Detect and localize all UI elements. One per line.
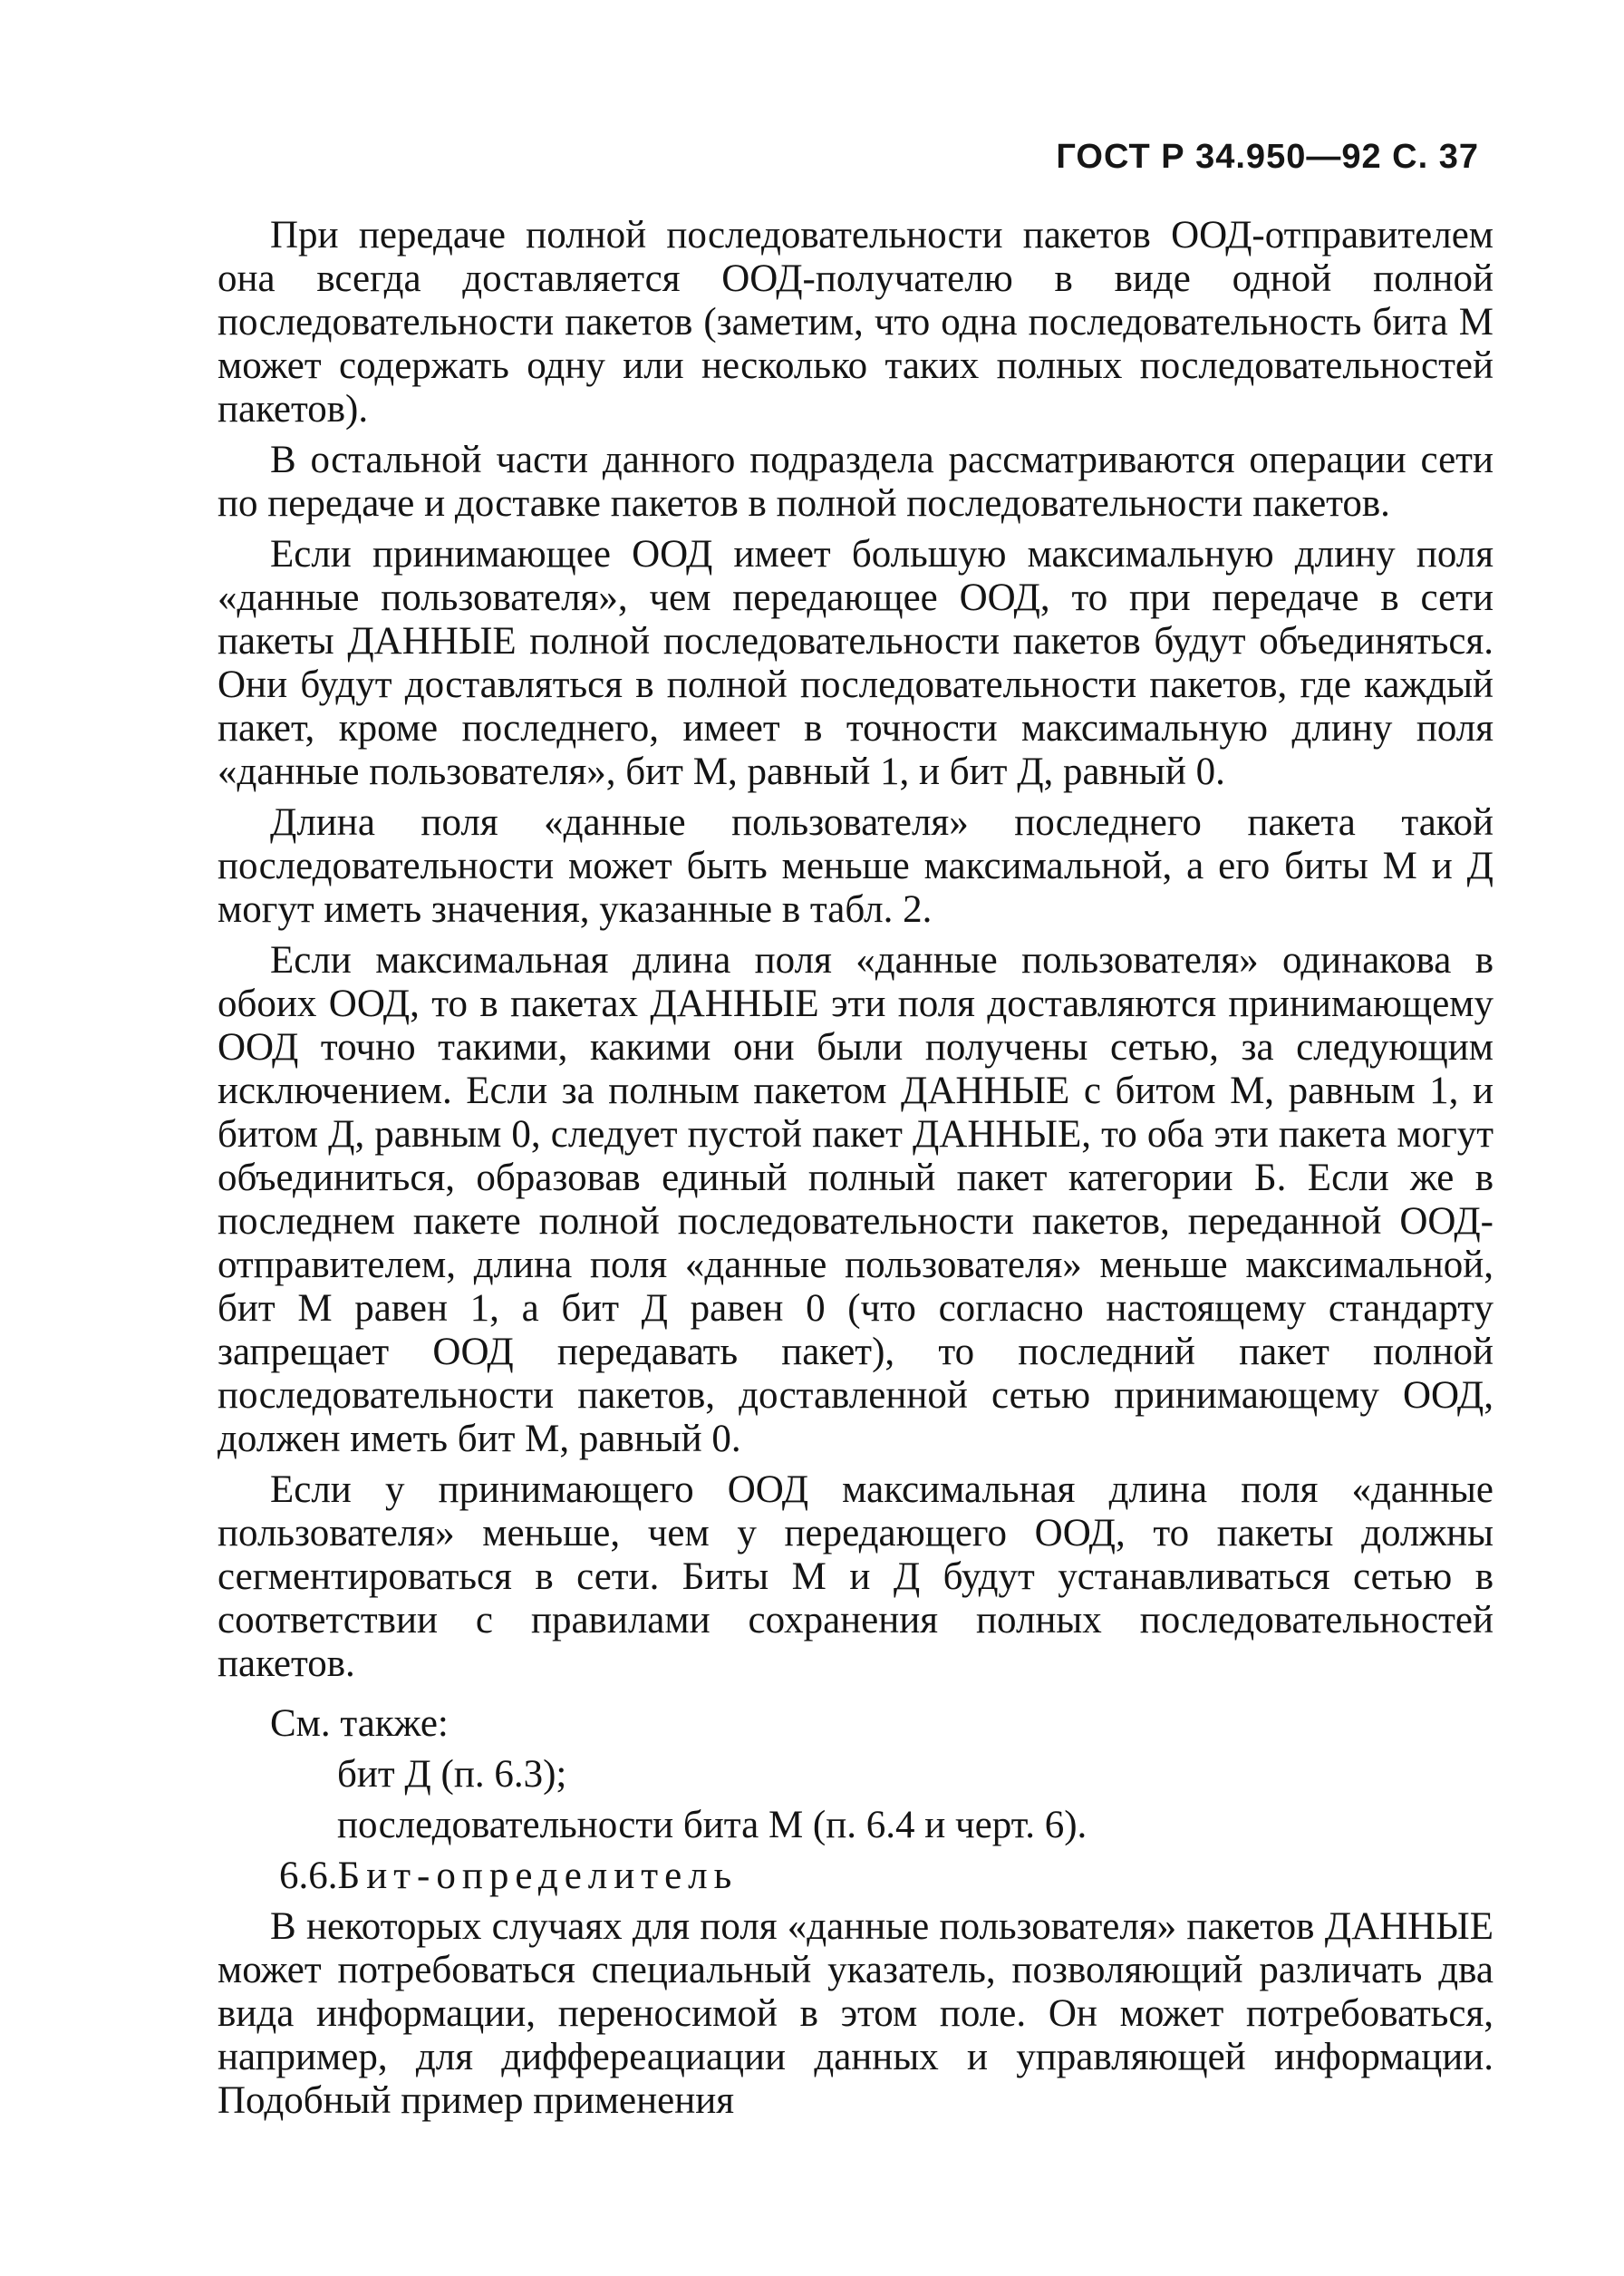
paragraph: Если у принимающего ООД максимальная длина поля «данные пользователя» меньше, чем у передающего ООД, то пакеты должны сегментироваться в сети. Биты М и Д будут устанавливаться сетью в соответствии с правилами сохранения полных последовательностей пакетов.	[218, 1468, 1494, 1685]
see-also-item: бит Д (п. 6.3);	[337, 1753, 567, 1796]
see-also-item: последовательности бита М (п. 6.4 и черт. 6).	[337, 1804, 1088, 1846]
see-also-label: См. также:	[270, 1702, 449, 1745]
section-heading	[218, 1855, 1494, 1898]
paragraph: При передаче полной последовательности пакетов ООД-отправителем она всегда доставляется ООД-получателю в виде одной полной последовательности пакетов (заметим, что одна последовательность бита М может содержать одну или несколько таких полных последовательностей пакетов).	[218, 214, 1494, 431]
paragraph: Если принимающее ООД имеет большую максимальную длину поля «данные пользователя», чем передающее ООД, то при передаче в сети пакеты ДАННЫЕ полной последовательности пакетов будут объединяться. Они будут доставляться в полной последовательности пакетов, где каждый пакет, кроме последнего, имеет в точности максимальную длину поля «данные пользователя», бит М, равный 1, и бит Д, равный 0.	[218, 533, 1494, 793]
page-body	[218, 214, 1494, 2130]
running-header: ГОСТ Р 34.950—92 С. 37	[1056, 138, 1479, 176]
paragraph: Длина поля «данные пользователя» последнего пакета такой последовательности может быть меньше максимальной, а его биты М и Д могут иметь значения, указанные в табл. 2.	[218, 801, 1494, 931]
paragraph: Если максимальная длина поля «данные пользователя» одинакова в обоих ООД, то в пакетах ДАННЫЕ эти поля доставляются принимающему ООД точно такими, какими они были получены сетью, за следующим исключением. Если за полным пакетом ДАННЫЕ с битом М, равным 1, и битом Д, равным 0, следует пустой пакет ДАННЫЕ, то оба эти пакета могут объединиться, образовав единый полный пакет категории Б. Если же в последнем пакете полной последовательности пакетов, переданной ООД-отправителем, длина поля «данные пользователя» меньше максимальной, бит М равен 1, а бит Д равен 0 (что согласно настоящему стандарту запрещает ООД передавать пакет), то последний пакет полной последовательности пакетов, доставленной сетью принимающему ООД, должен иметь бит М, равный 0.	[218, 939, 1494, 1460]
paragraph: В остальной части данного подраздела рассматриваются операции сети по передаче и доставке пакетов в полной последовательности пакетов.	[218, 439, 1494, 525]
section-number: 6.6.	[279, 1855, 338, 1897]
section-title: Бит-определитель	[337, 1855, 739, 1897]
section-paragraph: В некоторых случаях для поля «данные пользователя» пакетов ДАННЫЕ может потребоваться специальный указатель, позволяющий различать два вида информации, переносимой в этом поле. Он может потребоваться, например, для диффереациации данных и управляющей информации. Подобный пример применения	[218, 1905, 1494, 2122]
